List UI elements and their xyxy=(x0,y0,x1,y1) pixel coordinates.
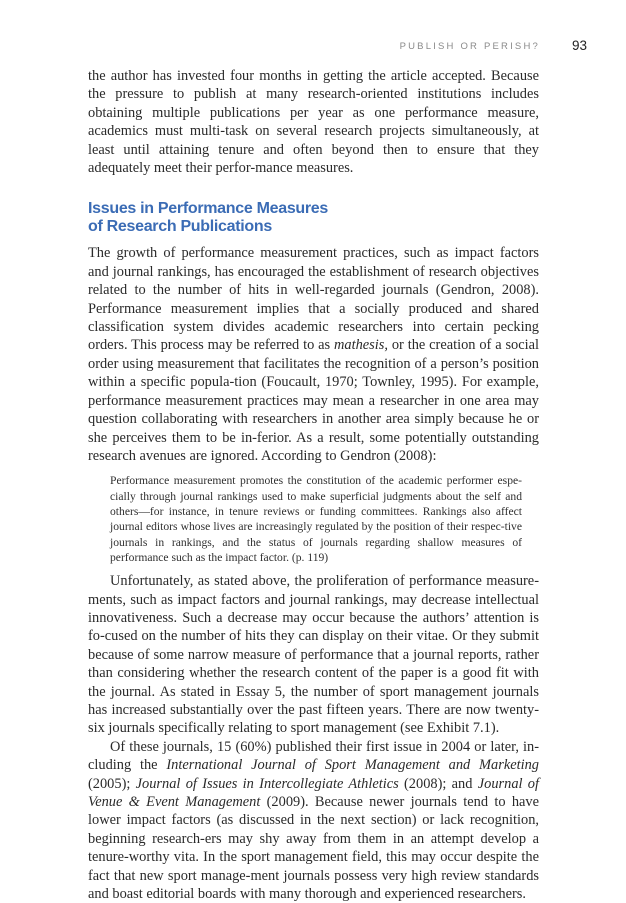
page-body xyxy=(88,67,539,903)
paragraph-2: Unfortunately, as stated above, the proliferation of performance measure-ments, such as impact factors and journal rankings, may decrease intellectual innovativeness. Such a decrease may occur because the authors’ attention is fo-cused on the number of hits they can display on their vitae. Or they submit because of some narrow measure of performance that a journal reports, rather than considering whether the research content of the paper is a good fit with the journal. As stated in Essay 5, the number of sport management journals has increased substantially over the past fifteen years. There are now twenty-six journals specifically relating to sport management (see Exhibit 7.1). xyxy=(88,573,539,737)
paragraph-1-text-a: The growth of performance measurement practices, such as impact factors and journal rankings, has encouraged the establishment of research objectives related to the number of hits in well-regarded journals (Gendron, 2008). Performance measurement implies that a socially produced and shared classification system divides academic researchers into certain pecking orders. This process may be referred to as xyxy=(88,245,539,354)
term-mathesis: mathesis, xyxy=(334,337,388,354)
running-head-title: PUBLISH OR PERISH? xyxy=(399,41,540,52)
journal-title-3: Journal of Venue & Event Management xyxy=(88,775,540,810)
journal-title-1: International Journal of Sport Management and Marketing xyxy=(166,757,539,774)
paragraph-3-text-b: (2005); xyxy=(88,775,136,792)
section-heading xyxy=(88,200,539,236)
paragraph-3-text-a: Of these journals, 15 (60%) published their first issue in 2004 or later, in-cluding the xyxy=(88,738,539,774)
paragraph-continued: the author has invested four months in getting the article accepted. Because the pressure to publish at many research-oriented institutions includes obtaining multiple publications per year as one performance measure, academics must multi-task on several research projects simultaneously, at least until attaining tenure and often beyond then to ensure that they adequately meet their perfor-mance measures. xyxy=(88,68,539,177)
block-quote: Performance measurement promotes the constitution of the academic performer espe-cially through journal rankings used to make superficial judgments about the self and others—for instance, in tenure reviews or funding committees. Rankings also affect journal editors whose lives are increasingly regulated by the position of their respec-tive journals in rankings, and the status of journals regarding shallow measures of performance such as the impact factor. (p. 119) xyxy=(110,474,522,564)
section-heading-line1: Issues in Performance Measures xyxy=(88,200,329,218)
running-head xyxy=(0,38,626,58)
section-heading-line2: of Research Publications xyxy=(88,218,272,236)
paragraph-3 xyxy=(88,738,539,903)
paragraph-1-text-b: or the creation of a social order using measurement that facilitates the recognition of a person’s position within a specific popula-tion (Foucault, 1970; Townley, 1995). For example, performance measurement practices may mean a researcher in one area may question collaborating with researchers in another area simply because he or she perceives them to be in-ferior. As a result, some potentially outstanding research avenues are ignored. According to Gendron (2008): xyxy=(88,337,540,464)
page-number: 93 xyxy=(572,38,588,53)
paragraph-3-text-c: (2008); and xyxy=(398,775,478,792)
journal-title-2: Journal of Issues in Intercollegiate Athletics xyxy=(135,775,399,792)
paragraph-3-text-d: (2009). Because newer journals tend to have lower impact factors (as discussed in the next section) or lack recognition, beginning research-ers may shy away from them in an attempt develop a tenure-worthy vita. In the sport management field, this may occur despite the fact that new sport manage-ment journals possess very high review standards and boast editorial boards with many thorough and experienced researchers. xyxy=(88,793,539,902)
paragraph-1 xyxy=(88,244,539,465)
